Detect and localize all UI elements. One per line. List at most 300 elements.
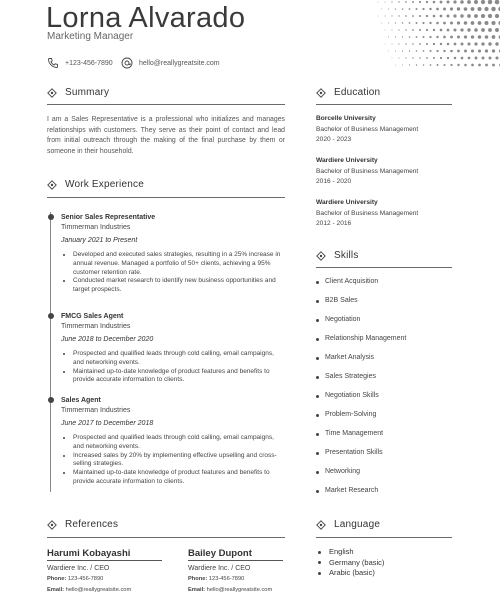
decorative-dot (416, 22, 418, 24)
list-item: • Increased sales by 20% by implementing effective upselling and cross-selling strategies. (73, 452, 286, 470)
job-entry (61, 395, 286, 487)
skill-label: Client Acquisition (325, 278, 379, 285)
job-title: Senior Sales Representative (61, 214, 156, 221)
timeline-dot (48, 313, 54, 319)
at-sign-icon (121, 57, 133, 69)
list-item: • Prospected and qualified leads through cold calling, email campaigns, and networking events. (73, 350, 286, 368)
decorative-dot (416, 50, 418, 52)
list-item (316, 278, 406, 297)
references-heading (47, 519, 118, 530)
skill-label: Negotiation Skills (325, 392, 379, 399)
decorative-dot (460, 14, 463, 17)
reference-name: Harumi Kobayashi (47, 548, 131, 559)
email-label: Email: (188, 587, 206, 593)
decorative-dot (474, 42, 477, 45)
reference-name: Bailey Dupont (188, 548, 252, 559)
decorative-dot (467, 42, 470, 45)
decorative-dot (430, 64, 432, 66)
decorative-dot (454, 43, 457, 46)
decorative-dot (405, 57, 406, 58)
section-title: Summary (65, 87, 110, 98)
education-heading (316, 87, 380, 98)
diamond-icon (47, 180, 57, 190)
decorative-dot (474, 28, 478, 32)
decorative-dot (450, 64, 452, 66)
decorative-dot (478, 49, 481, 52)
decorative-dot (405, 29, 407, 31)
bullet (316, 433, 319, 436)
summary-heading (47, 87, 109, 98)
job-bullets (61, 434, 286, 487)
degree: Bachelor of Business Management (316, 209, 419, 217)
decorative-dot (412, 29, 414, 31)
decorative-dot (419, 15, 421, 17)
decorative-dot (388, 22, 389, 23)
decorative-dot (388, 51, 389, 52)
decorative-dot (491, 21, 495, 25)
skill-label: Market Research (325, 487, 379, 494)
phone-contact (47, 57, 113, 69)
decorative-dot (402, 36, 403, 37)
decorative-dot (381, 23, 382, 24)
skill-label: Relationship Management (325, 335, 407, 342)
decorative-dot (481, 0, 485, 4)
decorative-dot (464, 7, 468, 11)
decorative-dot (436, 36, 438, 38)
decorative-dot (433, 57, 435, 59)
diamond-icon (316, 520, 326, 530)
list-item (318, 568, 384, 579)
decorative-dot (485, 64, 488, 67)
decorative-dot-pattern (350, 0, 500, 70)
section-title: Education (334, 87, 381, 98)
phone-value: 123-456-7890 (208, 576, 245, 582)
job-bullets (61, 251, 286, 295)
skill-label: Networking (325, 468, 361, 475)
decorative-dot (495, 42, 498, 45)
decorative-dot (478, 21, 482, 25)
job-entry (61, 311, 286, 385)
decorative-dot (436, 50, 438, 52)
skill-label: Presentation Skills (325, 449, 383, 456)
decorative-dot (471, 64, 474, 67)
decorative-dot (454, 57, 457, 60)
decorative-dot (460, 0, 464, 4)
education-entry (316, 114, 418, 146)
decorative-dot (464, 50, 467, 53)
decorative-dot (409, 50, 410, 51)
decorative-dot (381, 9, 382, 10)
decorative-dot (443, 64, 445, 66)
decorative-dot (433, 1, 436, 4)
decorative-dot (467, 0, 471, 4)
decorative-dot (468, 57, 471, 60)
bullet (318, 561, 321, 564)
decorative-dot (398, 1, 399, 2)
job-title: Sales Agent (61, 397, 101, 404)
bullet (318, 551, 321, 554)
decorative-dot (378, 16, 379, 17)
diamond-icon (47, 520, 57, 530)
job-title: Marketing Manager (47, 31, 134, 42)
bullet (316, 395, 319, 398)
skills-list (316, 278, 406, 506)
list-item: • Maintained up-to-date knowledge of product features and benefits to provide accurate information to clients. (73, 368, 286, 386)
decorative-dot (416, 36, 418, 38)
decorative-dot (429, 50, 431, 52)
decorative-dot (429, 8, 431, 10)
decorative-dot (398, 29, 399, 30)
list-item (316, 392, 406, 411)
list-item (316, 373, 406, 392)
decorative-dot (409, 36, 411, 38)
list-item (316, 468, 406, 487)
decorative-dot (385, 16, 386, 17)
list-item (316, 354, 406, 373)
decorative-dot (416, 64, 417, 65)
list-item: • Developed and executed sales strategies, resulting in a 25% increase in annual revenue. Managed a portfolio of 50+ clients, achieving a 95% customer retention rate. (73, 251, 286, 277)
decorative-dot (426, 15, 428, 17)
language-label: English (329, 547, 354, 556)
decorative-dot (443, 50, 445, 52)
decorative-dot (488, 56, 491, 59)
decorative-dot (412, 43, 414, 45)
decorative-dot (398, 15, 399, 16)
decorative-dot (485, 21, 489, 25)
decorative-dot (471, 21, 475, 25)
decorative-dot (412, 15, 414, 17)
diamond-icon (316, 88, 326, 98)
phone-label: Phone: (188, 576, 208, 582)
decorative-dot (457, 64, 459, 66)
decorative-dot (477, 7, 481, 11)
decorative-dot (402, 8, 404, 10)
decorative-dot (450, 50, 453, 53)
bullet (316, 357, 319, 360)
decorative-dot (478, 64, 481, 67)
decorative-dot (385, 2, 386, 3)
decorative-dot (391, 29, 392, 30)
decorative-dot (485, 35, 489, 39)
decorative-dot (395, 22, 396, 23)
decorative-dot (402, 50, 403, 51)
decorative-dot (385, 30, 386, 31)
reference-role: Wardiere Inc. / CEO (188, 565, 251, 572)
decorative-dot (447, 15, 450, 18)
decorative-dot (464, 35, 467, 38)
email-contact (121, 57, 220, 69)
company-name: Timmerman Industries (61, 323, 131, 330)
bullet (318, 572, 321, 575)
school-name: Borcelle University (316, 115, 376, 122)
reference-phone (188, 574, 318, 585)
list-item: • Prospected and qualified leads through cold calling, email campaigns, and networking events. (73, 434, 286, 452)
decorative-dot (419, 29, 421, 31)
phone-icon (47, 57, 59, 69)
decorative-dot (395, 51, 396, 52)
decorative-dot (402, 65, 403, 66)
decorative-dot (488, 28, 492, 32)
timeline-line (50, 212, 51, 492)
decorative-dot (450, 7, 453, 10)
job-dates: June 2018 to December 2020 (61, 336, 154, 343)
section-title: Work Experience (65, 179, 144, 190)
job-entry (61, 212, 286, 295)
decorative-dot (419, 57, 421, 59)
divider (47, 560, 162, 561)
decorative-dot (460, 28, 463, 31)
decorative-dot (471, 7, 475, 11)
decorative-dot (405, 43, 406, 44)
decorative-dot (481, 42, 484, 45)
company-name: Timmerman Industries (61, 224, 131, 231)
education-years: 2020 - 2023 (316, 136, 352, 143)
divider (316, 537, 452, 538)
skill-label: Sales Strategies (325, 373, 376, 380)
decorative-dot (461, 43, 464, 46)
decorative-dot (422, 22, 424, 24)
decorative-dot (447, 43, 450, 46)
phone-label: Phone: (47, 576, 67, 582)
decorative-dot (391, 1, 392, 2)
language-label: Arabic (basic) (329, 568, 375, 577)
list-item (318, 547, 384, 558)
decorative-dot (495, 0, 500, 4)
decorative-dot (478, 35, 482, 39)
decorative-dot (488, 0, 492, 4)
decorative-dot (447, 29, 450, 32)
school-name: Wardiere University (316, 199, 378, 206)
decorative-dot (485, 49, 488, 52)
decorative-dot (440, 29, 443, 32)
decorative-dot (440, 15, 443, 18)
job-dates: June 2017 to December 2018 (61, 420, 154, 427)
section-title: Skills (334, 250, 359, 261)
decorative-dot (433, 15, 436, 18)
decorative-dot (488, 42, 491, 45)
skill-label: Negotiation (325, 316, 361, 323)
decorative-dot (443, 8, 446, 11)
decorative-dot (433, 29, 435, 31)
decorative-dot (481, 14, 485, 18)
decorative-dot (495, 28, 499, 32)
decorative-dot (405, 1, 407, 3)
decorative-dot (440, 57, 442, 59)
decorative-dot (419, 1, 421, 3)
list-item (316, 449, 406, 468)
decorative-dot (484, 7, 488, 11)
decorative-dot (492, 49, 495, 52)
section-title: Language (334, 519, 381, 530)
work-experience-heading (47, 179, 144, 190)
job-dates: January 2021 to Present (61, 237, 138, 244)
education-years: 2012 - 2016 (316, 220, 352, 227)
decorative-dot (443, 22, 446, 25)
decorative-dot (422, 36, 424, 38)
list-item (316, 335, 406, 354)
decorative-dot (433, 43, 435, 45)
list-item (316, 430, 406, 449)
skill-label: Problem-Solving (325, 411, 377, 418)
divider (188, 560, 283, 561)
decorative-dot (402, 22, 403, 23)
education-entry (316, 198, 418, 230)
list-item: • Maintained up-to-date knowledge of product features and benefits to provide accurate information to clients. (73, 469, 286, 487)
reference-email (188, 585, 318, 596)
decorative-dot (392, 44, 393, 45)
decorative-dot (409, 64, 410, 65)
email-value[interactable]: hello@reallygreatsite.com (65, 587, 132, 593)
decorative-dot (395, 36, 396, 37)
divider (47, 197, 285, 198)
decorative-dot (471, 49, 474, 52)
decorative-dot (467, 14, 471, 18)
decorative-dot (447, 57, 449, 59)
decorative-dot (457, 50, 460, 53)
decorative-dot (385, 44, 386, 45)
degree: Bachelor of Business Management (316, 125, 419, 133)
company-name: Timmerman Industries (61, 407, 131, 414)
reference-email (47, 585, 177, 596)
decorative-dot (457, 21, 460, 24)
job-bullets (61, 350, 286, 385)
decorative-dot (467, 28, 470, 31)
bullet (316, 300, 319, 303)
decorative-dot (491, 7, 495, 11)
decorative-dot (388, 8, 389, 9)
decorative-dot (471, 35, 474, 38)
education-years: 2016 - 2020 (316, 178, 352, 185)
phone-value: 123-456-7890 (67, 576, 104, 582)
decorative-dot (457, 35, 460, 38)
timeline-dot (48, 397, 54, 403)
bullet (316, 452, 319, 455)
decorative-dot (482, 57, 485, 60)
reference-role: Wardiere Inc. / CEO (47, 565, 110, 572)
decorative-dot (495, 14, 499, 18)
bullet (316, 376, 319, 379)
decorative-dot (422, 8, 424, 10)
decorative-dot (419, 43, 421, 45)
divider (47, 104, 285, 105)
section-title: References (65, 519, 119, 530)
divider (316, 104, 452, 105)
diamond-icon (47, 88, 57, 98)
bullet (316, 490, 319, 493)
skills-heading (316, 250, 359, 261)
decorative-dot (446, 0, 449, 3)
decorative-dot (398, 57, 399, 58)
decorative-dot (378, 2, 379, 3)
email-address[interactable]: hello@reallygreatsite.com (139, 59, 220, 67)
decorative-dot (440, 1, 443, 4)
bullet (316, 414, 319, 417)
decorative-dot (461, 57, 464, 60)
bullet (316, 319, 319, 322)
decorative-dot (495, 56, 498, 59)
email-value[interactable]: hello@reallygreatsite.com (206, 587, 273, 593)
skill-label: B2B Sales (325, 297, 358, 304)
divider (316, 267, 452, 268)
reference-card (188, 548, 318, 596)
decorative-dot (436, 8, 439, 11)
diamond-icon (316, 251, 326, 261)
decorative-dot (426, 1, 428, 3)
phone-number: +123-456-7890 (65, 59, 113, 67)
decorative-dot (398, 43, 399, 44)
summary-text: I am a Sales Representative is a professional who initializes and manages relationships with customers. They serve as their point of contact and lead from initial outreach through the making of the final purchase by them or someone in their household. (47, 116, 285, 155)
language-heading (316, 519, 380, 530)
resume-name: Lorna Alvarado (46, 2, 246, 34)
decorative-dot (440, 43, 442, 45)
decorative-dot (453, 14, 456, 17)
decorative-dot (409, 8, 411, 10)
decorative-dot (426, 43, 428, 45)
decorative-dot (475, 57, 478, 60)
list-item: • Conducted market research to identify new business opportunities and target prospects. (73, 277, 286, 295)
bullet (316, 338, 319, 341)
decorative-dot (388, 37, 389, 38)
decorative-dot (395, 8, 396, 9)
decorative-dot (429, 36, 431, 38)
list-item (316, 487, 406, 506)
bullet (316, 281, 319, 284)
decorative-dot (453, 0, 456, 3)
decorative-dot (437, 64, 439, 66)
degree: Bachelor of Business Management (316, 167, 419, 175)
bullet (316, 471, 319, 474)
decorative-dot (450, 36, 453, 39)
decorative-dot (464, 21, 467, 24)
decorative-dot (423, 50, 425, 52)
timeline-dot (48, 214, 54, 220)
decorative-dot (412, 1, 414, 3)
list-item (316, 411, 406, 430)
list-item (316, 316, 406, 335)
language-label: Germany (basic) (329, 557, 385, 567)
decorative-dot (416, 8, 418, 10)
decorative-dot (492, 64, 495, 67)
decorative-dot (436, 22, 439, 25)
decorative-dot (474, 0, 478, 4)
decorative-dot (391, 15, 392, 16)
decorative-dot (429, 22, 431, 24)
decorative-dot (392, 58, 393, 59)
decorative-dot (405, 15, 407, 17)
list-item (318, 558, 384, 569)
list-item (316, 297, 406, 316)
decorative-dot (426, 29, 428, 31)
decorative-dot (395, 65, 396, 66)
decorative-dot (412, 57, 413, 58)
decorative-dot (423, 64, 425, 66)
decorative-dot (450, 21, 453, 24)
school-name: Wardiere University (316, 157, 378, 164)
decorative-dot (474, 14, 478, 18)
reference-card (47, 548, 177, 596)
decorative-dot (453, 28, 456, 31)
email-label: Email: (47, 587, 65, 593)
language-list (318, 547, 384, 579)
skill-label: Time Management (325, 430, 384, 437)
decorative-dot (492, 35, 496, 39)
education-entry (316, 156, 418, 188)
decorative-dot (409, 22, 411, 24)
skill-label: Market Analysis (325, 354, 375, 361)
decorative-dot (457, 7, 460, 10)
divider (47, 537, 285, 538)
decorative-dot (443, 36, 446, 39)
